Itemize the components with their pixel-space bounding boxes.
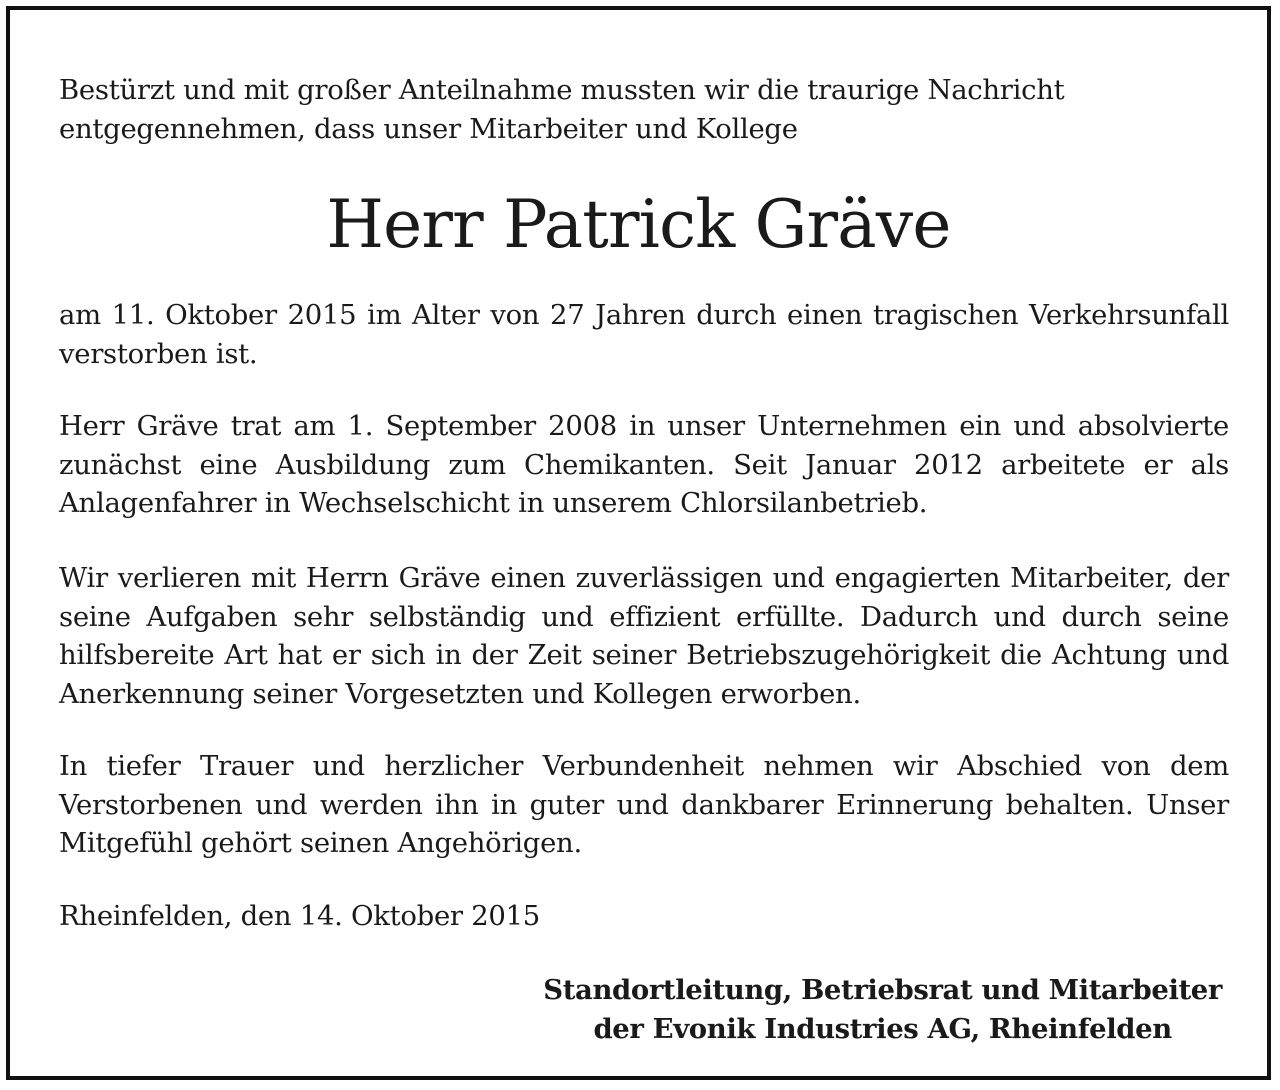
paragraph-farewell: In tiefer Trauer und herzlicher Verbundenheit nehmen wir Abschied von dem Verstorbenen und werden ihn in guter und dankbarer Erinnerung behalten. Unser Mitgefühl gehört seinen Angehörigen. [59, 750, 1229, 859]
intro-text: Bestürzt und mit großer Anteilnahme mussten wir die traurige Nachricht entgegennehmen, dass unser Mitarbeiter und Kollege [59, 74, 1065, 145]
signature-line-1: Standortleitung, Betriebsrat und Mitarbeiter [543, 974, 1222, 1006]
place-and-date: Rheinfelden, den 14. Oktober 2015 [59, 900, 540, 932]
deceased-name: Herr Patrick Gräve [326, 186, 951, 263]
paragraph-appreciation: Wir verlieren mit Herrn Gräve einen zuverlässigen und engagierten Mitarbeiter, der seine Aufgaben sehr selbständig und effizient erfüllte. Dadurch und durch seine hilfsbereite Art hat er sich in der Zeit seiner Betriebszugehörigkeit die Achtung und Anerkennung seiner Vorgesetzten und Kollegen erworben. [59, 562, 1229, 710]
obituary-notice [6, 6, 1271, 1080]
paragraph-death-details: am 11. Oktober 2015 im Alter von 27 Jahren durch einen tragischen Verkehrsunfall verstorben ist. [59, 299, 1229, 370]
paragraph-career: Herr Gräve trat am 1. September 2008 in unser Unternehmen ein und absolvierte zunächst eine Ausbildung zum Chemikanten. Seit Januar 2012 arbeitete er als Anlagenfahrer in Wechselschicht in unserem Chlorsilanbetrieb. [59, 410, 1229, 519]
signature-block [543, 971, 1222, 1048]
signature-line-2: der Evonik Industries AG, Rheinfelden [593, 1012, 1172, 1045]
